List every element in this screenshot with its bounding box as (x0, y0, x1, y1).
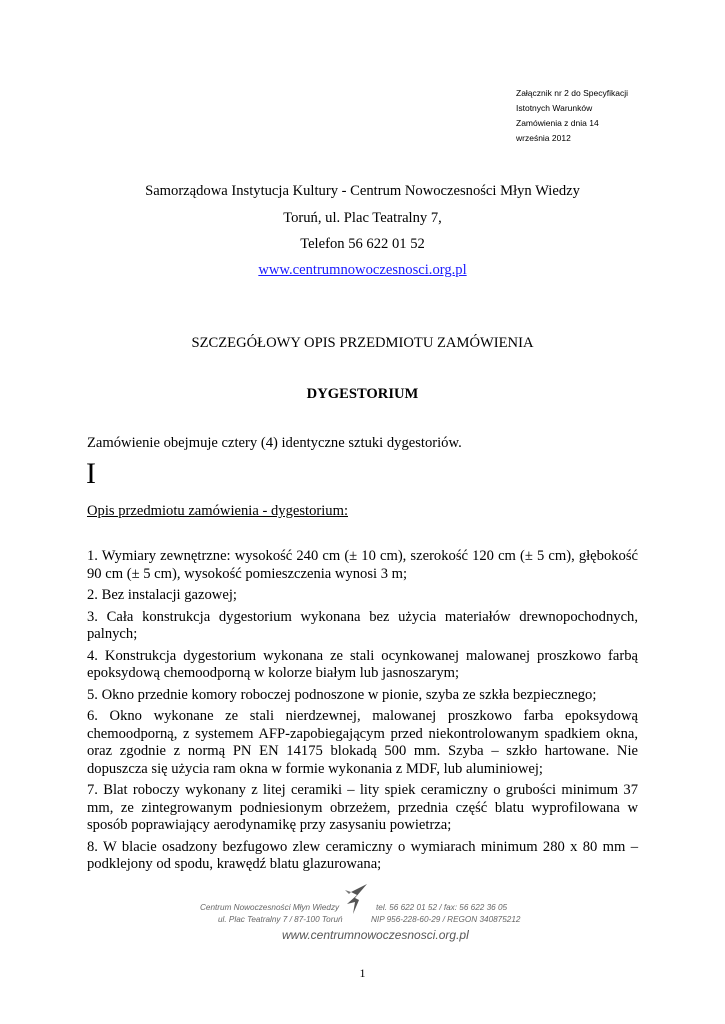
institution-name: Samorządowa Instytucja Kultury - Centrum Nowoczesności Młyn Wiedzy (145, 183, 580, 199)
list-item: 5. Okno przednie komory roboczej podnoszone w pionie, szyba ze szkła bezpiecznego; (87, 686, 597, 703)
requirements-list (87, 548, 638, 878)
list-item: 3. Cała konstrukcja dygestorium wykonana bez użycia materiałów drewnopochodnych, palnych; (87, 608, 638, 642)
attachment-line: Zamówienia z dnia 14 (516, 118, 599, 128)
attachment-line: września 2012 (516, 133, 571, 143)
intro-paragraph: Zamówienie obejmuje cztery (4) identyczne sztuki dygestoriów. (87, 435, 462, 451)
list-item: 4. Konstrukcja dygestorium wykonana ze stali ocynkowanej malowanej proszkowo farbą epoksydową chemoodporną w kolorze białym lub jasnoszarym; (87, 647, 638, 681)
footer-name: Centrum Nowoczesności Młyn Wiedzy (200, 903, 340, 912)
institution-phone: Telefon 56 622 01 52 (300, 236, 425, 252)
footer-phone: tel. 56 622 01 52 / fax: 56 622 36 05 (376, 903, 508, 912)
footer-website: www.centrumnowoczesnosci.org.pl (282, 928, 469, 942)
page-number: 1 (359, 966, 366, 980)
list-item: 7. Blat roboczy wykonany z litej ceramiki – lity spiek ceramiczny o grubości minimum 37 mm, ze zintegrowanym podniesionym obrzeżem, przednia część blatu wyprofilowana w sposób poprawiający aerodynamikę przy zasysaniu powietrza; (87, 782, 638, 833)
attachment-note (516, 86, 676, 146)
attachment-line: Załącznik nr 2 do Specyfikacji (516, 88, 628, 98)
list-item: 8. W blacie osadzony bezfugowo zlew ceramiczny o wymiarach minimum 280 x 80 mm – podklejony od spodu, krawędź blatu glazurowana; (87, 838, 638, 872)
subject-heading: DYGESTORIUM (306, 386, 419, 402)
footer-address: ul. Plac Teatralny 7 / 87-100 Toruń (218, 915, 343, 924)
section-heading: Opis przedmiotu zamówienia - dygestorium: (87, 503, 349, 519)
institution-website-wrap (0, 262, 725, 279)
list-item: 6. Okno wykonane ze stali nierdzewnej, malowanej proszkowo farba epoksydową chemoodporną, z systemem AFP-zapobiegającym przed niekontrolowanym spadkiem okna, oraz zgodnie z normą PN EN 14175 blokadą 500 mm. Szyba – szkło hartowane. Nie dopuszcza się użycia ram okna w formie wykonania z MDF, lub aluminiowej; (87, 708, 638, 777)
institution-address: Toruń, ul. Plac Teatralny 7, (283, 210, 442, 226)
footer-ids: NIP 956-228-60-29 / REGON 340875212 (371, 915, 521, 924)
document-title: SZCZEGÓŁOWY OPIS PRZEDMIOTU ZAMÓWIENIA (191, 335, 534, 351)
institution-website-link[interactable]: www.centrumnowoczesnosci.org.pl (258, 262, 467, 278)
section-numeral: I (86, 457, 96, 490)
bird-logo-icon (343, 882, 369, 916)
list-item: 2. Bez instalacji gazowej; (87, 587, 237, 603)
footer (196, 882, 526, 944)
attachment-line: Istotnych Warunków (516, 103, 593, 113)
list-item: 1. Wymiary zewnętrzne: wysokość 240 cm (± 10 cm), szerokość 120 cm (± 5 cm), głębokość 90 cm (± 5 cm), wysokość pomieszczenia wynosi 3 m; (87, 548, 638, 582)
